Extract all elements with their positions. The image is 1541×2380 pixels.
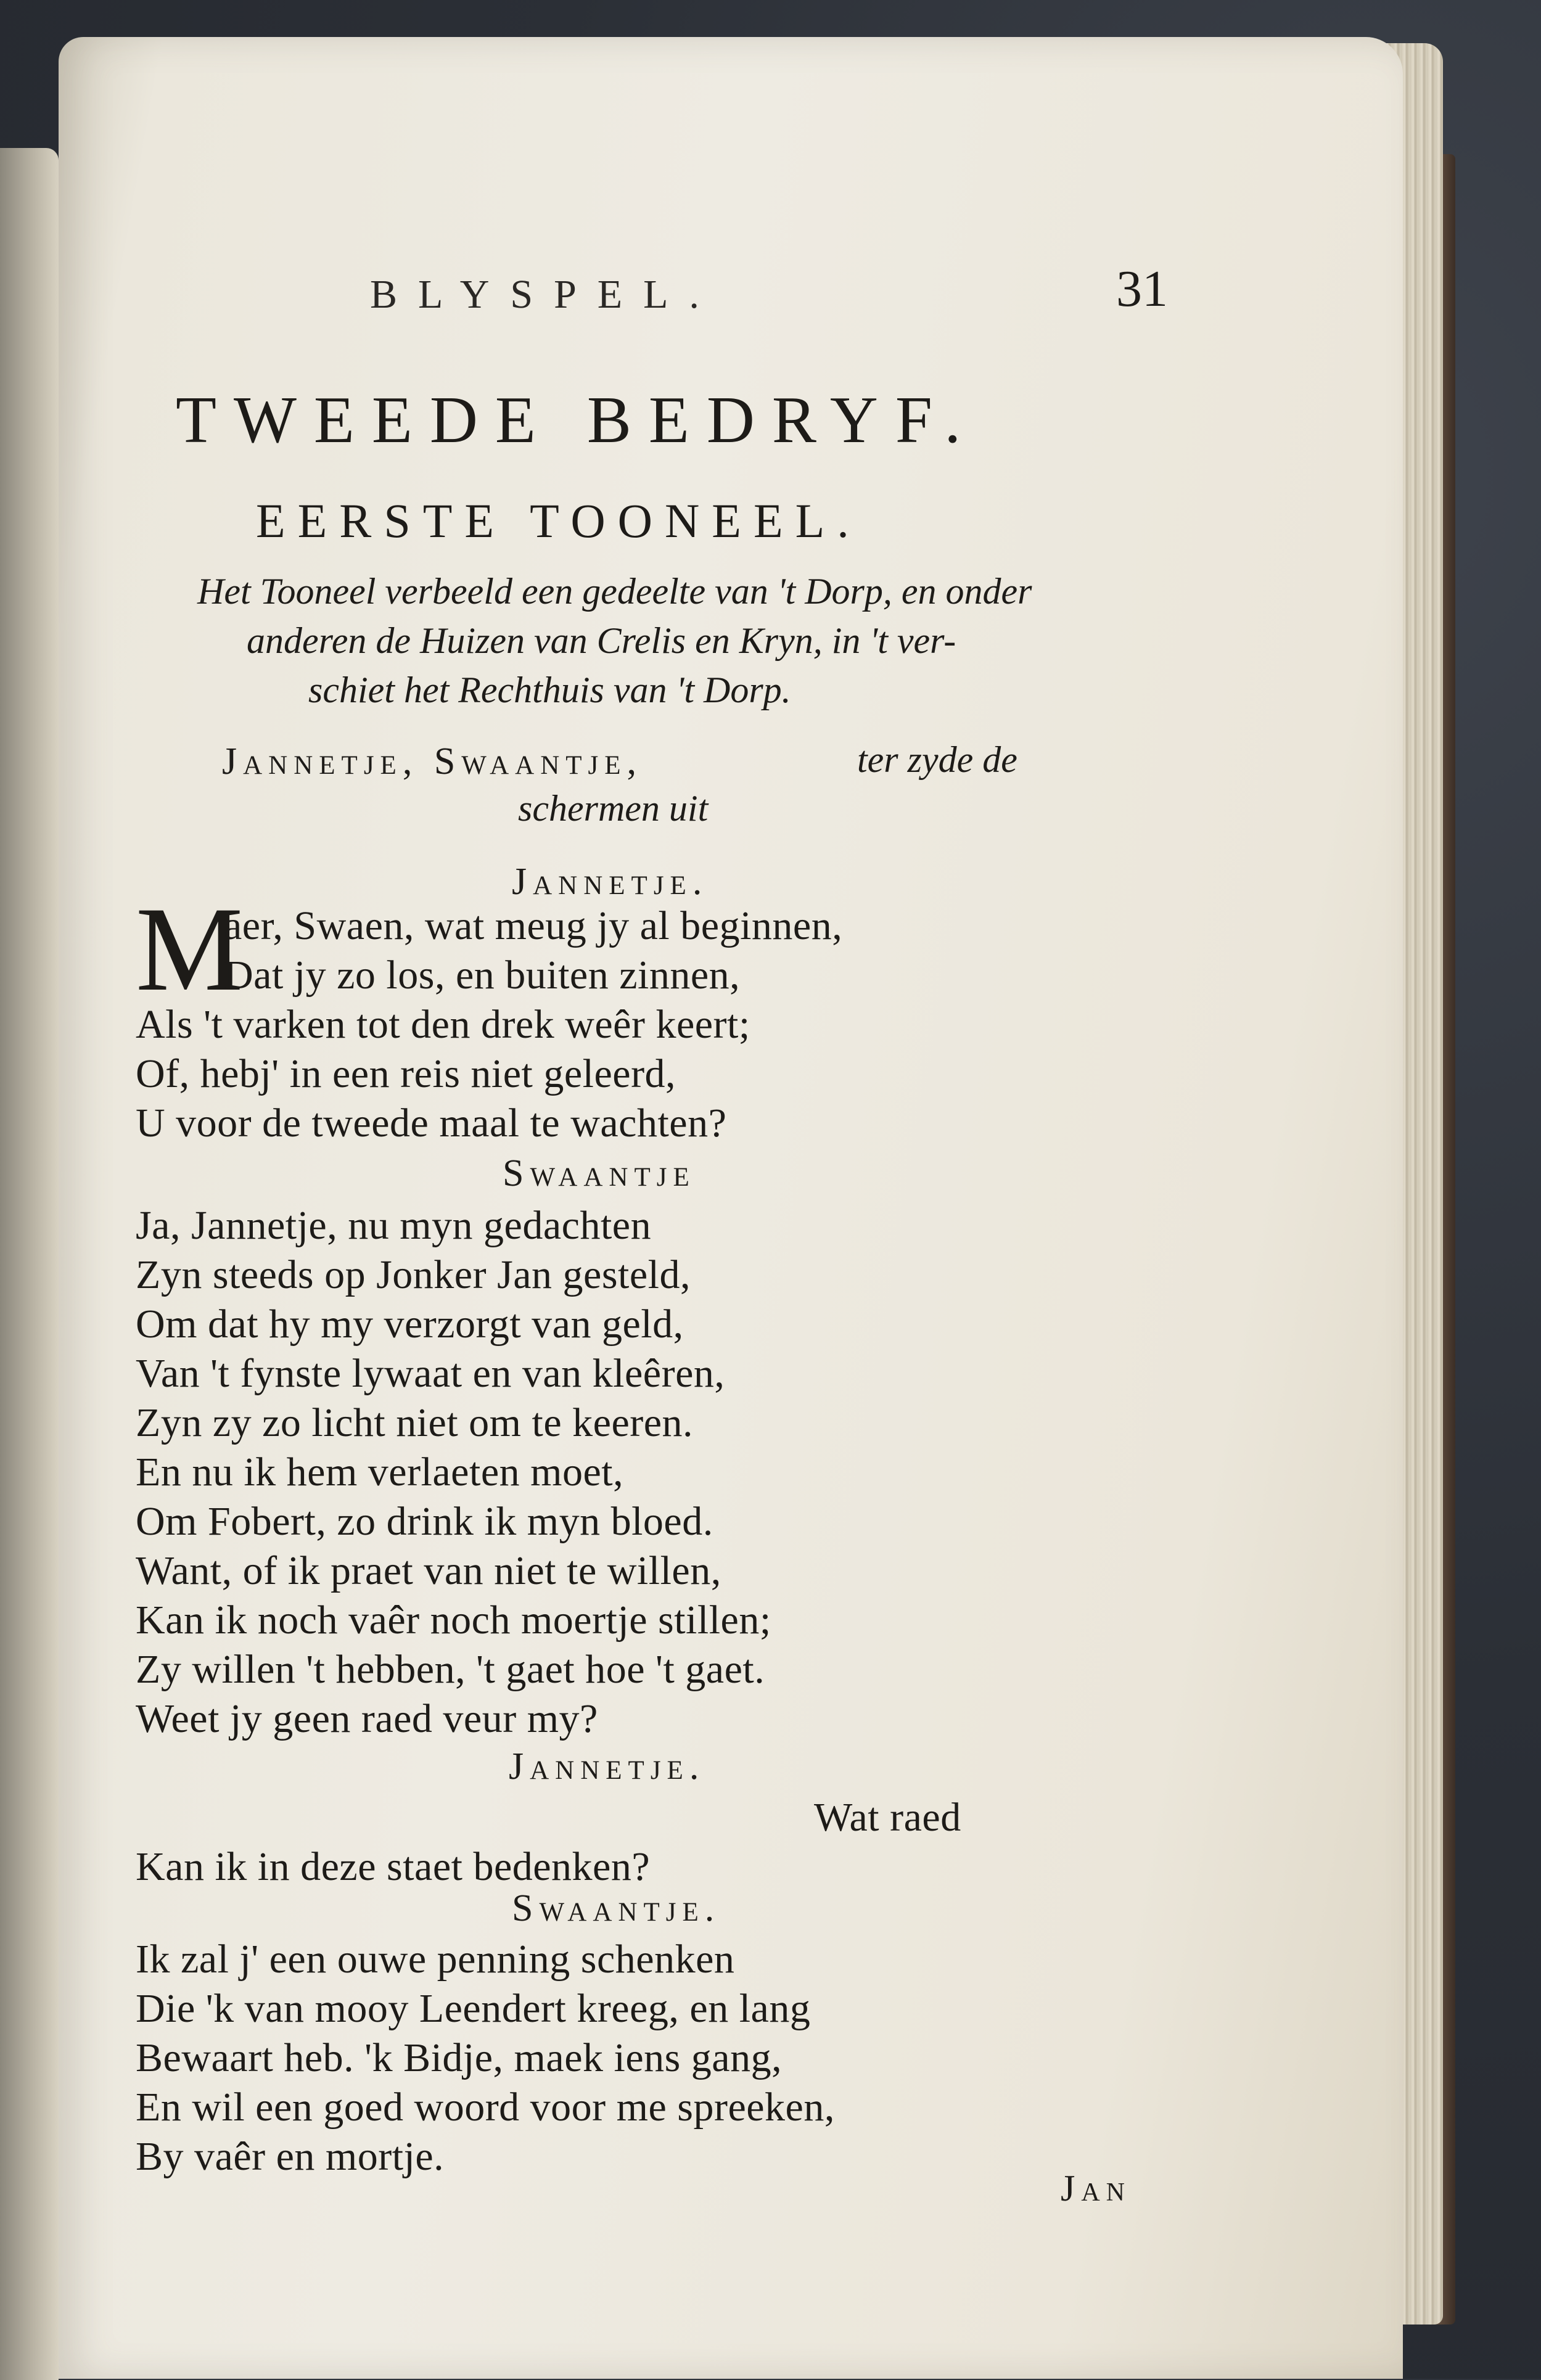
verse-line: Want, of ik praet van niet te willen, <box>136 1548 721 1593</box>
verse-line: Wat raed <box>814 1795 961 1840</box>
verse-line: Kan ik in deze staet bedenken? <box>136 1844 651 1889</box>
stage-direction-line: schiet het Rechthuis van 't Dorp. <box>308 670 791 710</box>
character-direction: ter zyde de <box>857 739 1017 780</box>
verse-line: Dat jy zo los, en buiten zinnen, <box>224 953 741 998</box>
verse-line: Om Fobert, zo drink ik myn bloed. <box>136 1499 713 1544</box>
drop-cap: M <box>136 882 244 1016</box>
stage-direction-line: Het Tooneel verbeeld een gedeelte van 't Dorp, en onder <box>197 571 1032 612</box>
verse-line: Of, hebj' in een reis niet geleerd, <box>136 1051 676 1096</box>
speaker-name: Jannetje. <box>509 1746 705 1787</box>
verse-line: Zyn steeds op Jonker Jan gesteld, <box>136 1252 691 1297</box>
verse-line: U voor de tweede maal te wachten? <box>136 1101 727 1146</box>
left-page-edge <box>0 148 59 2380</box>
verse-line: Weet jy geen raed veur my? <box>136 1696 598 1741</box>
verse-line: Zy willen 't hebben, 't gaet hoe 't gaet. <box>136 1647 765 1692</box>
verse-line: Bewaart heb. 'k Bidje, maek iens gang, <box>136 2035 783 2080</box>
verse-line: En nu ik hem verlaeten moet, <box>136 1450 624 1495</box>
verse-line: Kan ik noch vaêr noch moertje stillen; <box>136 1598 771 1643</box>
speaker-name: Swaantje. <box>512 1887 721 1929</box>
speaker-name: Jannetje. <box>512 861 709 903</box>
verse-line: Die 'k van mooy Leendert kreeg, en lang <box>136 1986 811 2031</box>
verse-line: Ik zal j' een ouwe penning schenken <box>136 1937 735 1982</box>
verse-line: By vaêr en mortje. <box>136 2134 445 2179</box>
running-head: BLYSPEL. <box>370 272 720 317</box>
catchword: Jan <box>1061 2168 1132 2209</box>
speaker-name: Swaantje <box>503 1152 696 1194</box>
page-number: 31 <box>1116 260 1168 318</box>
character-direction: schermen uit <box>518 788 709 829</box>
verse-line: En wil een goed woord voor me spreeken, <box>136 2085 835 2130</box>
verse-line: Van 't fynste lywaat en van kleêren, <box>136 1351 725 1396</box>
stage-direction-line: anderen de Huizen van Crelis en Kryn, in 't ver- <box>247 620 956 661</box>
book-page <box>59 37 1403 2379</box>
verse-line: Ja, Jannetje, nu myn gedachten <box>136 1203 652 1248</box>
character-list: Jannetje, Swaantje, <box>222 741 643 782</box>
verse-line: Zyn zy zo licht niet om te keeren. <box>136 1400 694 1445</box>
act-title: TWEEDE BEDRYF. <box>176 384 979 457</box>
verse-line: Om dat hy my verzorgt van geld, <box>136 1302 684 1347</box>
verse-line: aer, Swaen, wat meug jy al beginnen, <box>224 903 843 948</box>
verse-line: Als 't varken tot den drek weêr keert; <box>136 1002 750 1047</box>
scene-title: EERSTE TOONEEL. <box>256 494 861 548</box>
